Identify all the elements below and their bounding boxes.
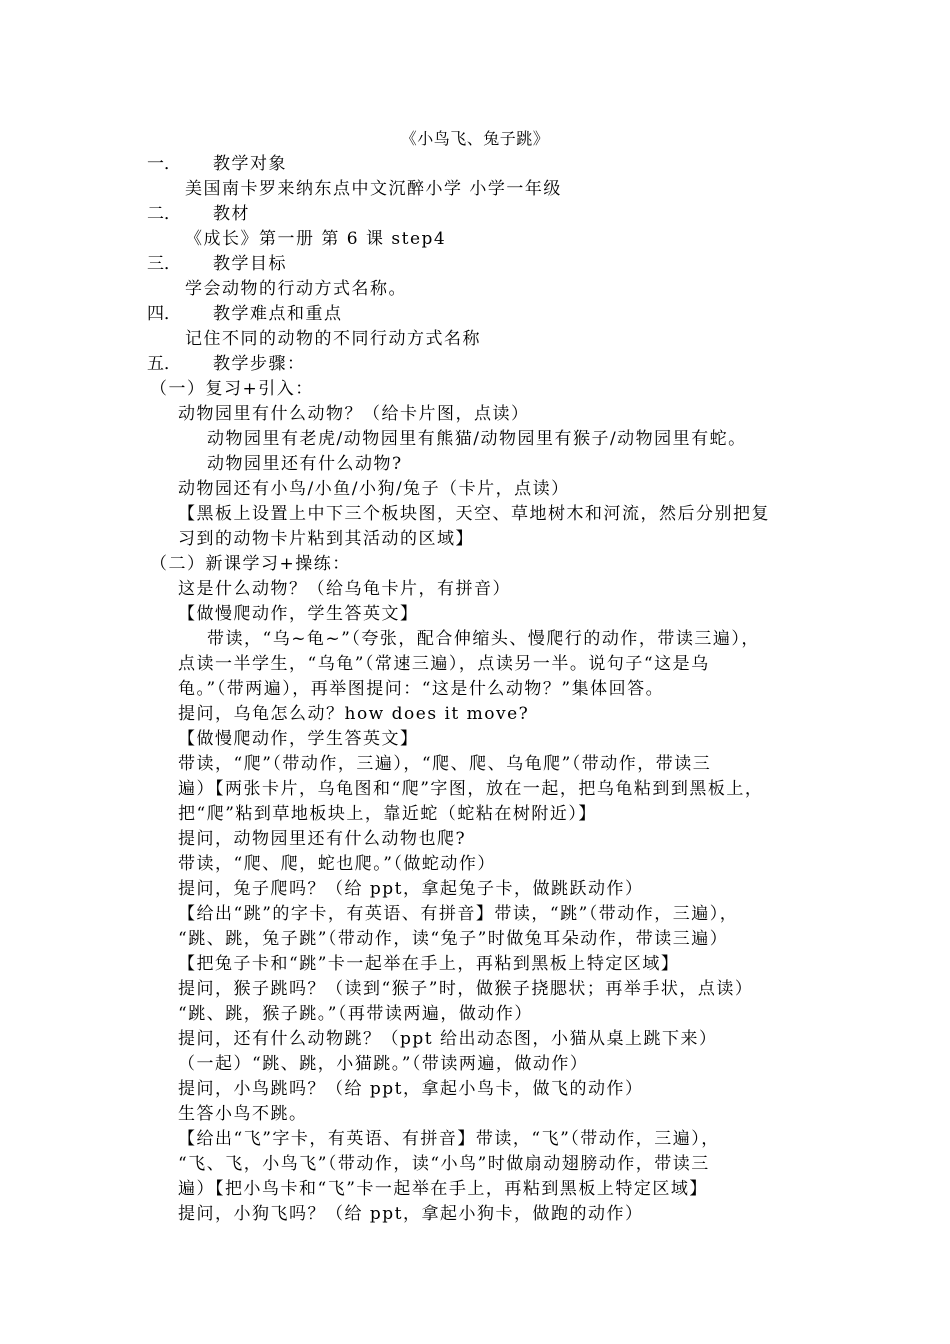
paragraph-line: 带读，“爬、爬，蛇也爬。”（做蛇动作） — [178, 854, 496, 874]
paragraph-line: “跳、跳，兔子跳”（带动作，读“兔子”时做兔耳朵动作，带读三遍） — [178, 929, 729, 949]
section-number: 四． — [147, 304, 181, 324]
paragraph-line: 【做慢爬动作，学生答英文】 — [178, 729, 419, 749]
paragraph-line: “飞、飞，小鸟飞”（带动作，读“小鸟”时做扇动翅膀动作，带读三 — [178, 1154, 710, 1174]
section-heading — [147, 202, 250, 227]
paragraph-line: 提问，还有什么动物跳？（ppt 给出动态图，小猫从桌上跳下来） — [178, 1029, 718, 1049]
section-heading — [147, 152, 287, 177]
paragraph-line: 带读，“爬”（带动作，三遍），“爬、爬、乌龟爬”（带动作，带读三 — [178, 754, 712, 774]
paragraph-line: 生答小鸟不跳。 — [178, 1104, 308, 1124]
paragraph-line: 带读，“乌~龟~”（夸张，配合伸缩头、慢爬行的动作，带读三遍）， — [207, 629, 760, 649]
paragraph-line: 习到的动物卡片粘到其活动的区域】 — [178, 529, 474, 549]
paragraph-line: “跳、跳，猴子跳。”（再带读两遍，做动作） — [178, 1004, 533, 1024]
section-number: 五． — [147, 354, 181, 374]
paragraph-line: 这是什么动物？（给乌龟卡片，有拼音） — [178, 579, 511, 599]
paragraph-line: 动物园还有小鸟/小鱼/小狗/兔子（卡片，点读） — [178, 479, 570, 499]
paragraph-line: 【黑板上设置上中下三个板块图，天空、草地树木和河流，然后分别把复 — [178, 504, 770, 524]
section-title: 教学步骤： — [213, 354, 306, 374]
section-number: 一． — [147, 154, 181, 174]
paragraph-line: 【给出“飞”字卡，有英语、有拼音】带读，“飞”（带动作，三遍）， — [178, 1129, 720, 1149]
paragraph-line: 提问，猴子跳吗？（读到“猴子”时，做猴子挠腮状；再举手状，点读） — [178, 979, 754, 999]
paragraph-line: 动物园里还有什么动物? — [207, 454, 403, 474]
paragraph-line: 遍）【把小鸟卡和“飞”卡一起举在手上，再粘到黑板上特定区域】 — [178, 1179, 708, 1199]
document-title: 《小鸟飞、兔子跳》 — [400, 129, 550, 148]
section-content: 《成长》第一册 第 6 课 step4 — [185, 229, 447, 249]
paragraph-line: 提问，兔子爬吗？（给 ppt，拿起兔子卡，做跳跃动作） — [178, 879, 644, 899]
paragraph-line: 提问，小鸟跳吗？（给 ppt，拿起小鸟卡，做飞的动作） — [178, 1079, 644, 1099]
section-heading — [147, 252, 287, 277]
section-title: 教学对象 — [213, 154, 287, 174]
paragraph-line: 提问，小狗飞吗？（给 ppt，拿起小狗卡，做跑的动作） — [178, 1204, 644, 1224]
section-heading — [147, 302, 343, 327]
paragraph-line: 提问，动物园里还有什么动物也爬? — [178, 829, 467, 849]
paragraph-line: 【把兔子卡和“跳”卡一起举在手上，再粘到黑板上特定区域】 — [178, 954, 680, 974]
paragraph-line: 动物园里有老虎/动物园里有熊猫/动物园里有猴子/动物园里有蛇。 — [207, 429, 747, 449]
section-content: 美国南卡罗来纳东点中文沉醉小学 小学一年级 — [185, 179, 562, 199]
paragraph-line: 把“爬”粘到草地板块上，靠近蛇（蛇粘在树附近）】 — [178, 804, 597, 824]
section-number: 二． — [147, 204, 181, 224]
section-title: 教学难点和重点 — [213, 304, 343, 324]
section-heading — [147, 352, 306, 377]
paragraph-line: 【做慢爬动作，学生答英文】 — [178, 604, 419, 624]
subsection-heading: （二）新课学习+操练： — [150, 554, 351, 574]
paragraph-line: （一起）“跳、跳，小猫跳。”（带读两遍，做动作） — [178, 1054, 589, 1074]
paragraph-line: 【给出“跳”的字卡，有英语、有拼音】带读，“跳”（带动作，三遍）， — [178, 904, 739, 924]
paragraph-line: 提问，乌龟怎么动？how does it move? — [178, 704, 530, 724]
section-content: 学会动物的行动方式名称。 — [185, 279, 407, 299]
subsection-heading: （一）复习+引入： — [150, 379, 314, 399]
section-number: 三． — [147, 254, 181, 274]
section-title: 教材 — [213, 204, 250, 224]
section-content: 记住不同的动物的不同行动方式名称 — [185, 329, 481, 349]
section-title: 教学目标 — [213, 254, 287, 274]
paragraph-line: 动物园里有什么动物？（给卡片图，点读） — [178, 404, 530, 424]
paragraph-line: 点读一半学生，“乌龟”（常速三遍），点读另一半。说句子“这是乌 — [178, 654, 710, 674]
paragraph-line: 龟。”（带两遍），再举图提问：“这是什么动物？”集体回答。 — [178, 679, 665, 699]
paragraph-line: 遍）【两张卡片，乌龟图和“爬”字图，放在一起，把乌龟粘到到黑板上， — [178, 779, 764, 799]
